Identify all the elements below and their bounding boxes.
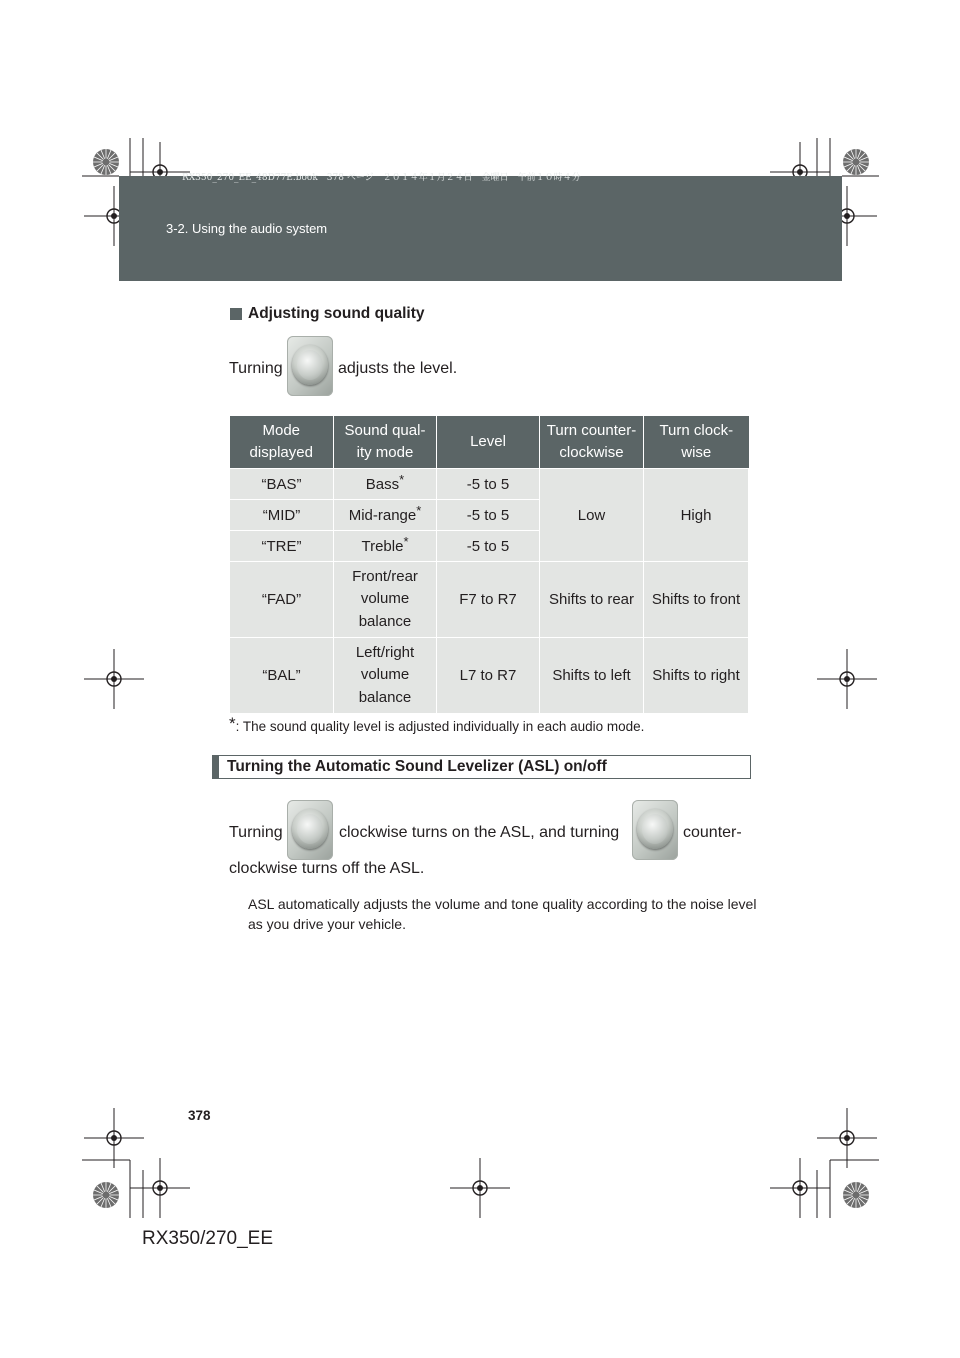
registration-star-mark bbox=[93, 149, 119, 175]
cell-level: -5 to 5 bbox=[437, 469, 540, 500]
table-row bbox=[230, 638, 749, 714]
header-mode-displayed: Mode displayed bbox=[230, 416, 334, 469]
tune-knob-icon bbox=[632, 800, 678, 860]
cell-mode: “MID” bbox=[230, 500, 334, 531]
registration-crosshair-mark bbox=[770, 1158, 830, 1218]
heading-bar bbox=[213, 756, 219, 778]
cell-quality: Front/rear volume balance bbox=[334, 562, 437, 638]
asl-heading-box bbox=[212, 755, 751, 779]
registration-crosshair-mark bbox=[130, 1158, 190, 1218]
table-footnote bbox=[229, 714, 644, 734]
page-number: 378 bbox=[188, 1108, 211, 1123]
registration-crosshair-mark bbox=[817, 649, 877, 709]
registration-crosshair-mark bbox=[84, 1108, 144, 1168]
intro-text-after: adjusts the level. bbox=[338, 360, 458, 377]
footnote-asterisk: * bbox=[229, 714, 236, 733]
tune-knob-icon bbox=[287, 336, 333, 396]
header-sound-quality-mode: Sound qual- ity mode bbox=[334, 416, 437, 469]
asl-text-turning: Turning bbox=[229, 824, 283, 841]
asl-text-counter: counter- bbox=[683, 824, 742, 841]
registration-star-mark bbox=[843, 149, 869, 175]
sound-quality-table bbox=[229, 416, 749, 714]
registration-crosshair-mark bbox=[450, 1158, 510, 1218]
print-file-info: RX350_270_EE_48D77E.book 378 ページ ２０１４年１月２４日 金曜日 午前１０時４分 bbox=[182, 173, 581, 183]
header-level: Level bbox=[437, 416, 540, 469]
cell-quality: Mid-range* bbox=[334, 500, 437, 531]
registration-crosshair-mark bbox=[84, 649, 144, 709]
asl-text-clockwise: clockwise turns on the ASL, and turning bbox=[339, 824, 620, 841]
cell-level: -5 to 5 bbox=[437, 500, 540, 531]
heading-square-icon bbox=[230, 308, 242, 320]
table-row bbox=[230, 562, 749, 638]
section-title: 3-2. Using the audio system bbox=[166, 221, 328, 236]
cell-ccw: Shifts to rear bbox=[540, 562, 644, 638]
cell-cw: Shifts to right bbox=[644, 638, 749, 714]
asl-note: ASL automatically adjusts the volume and tone quality according to the noise level as you drive your vehicle. bbox=[248, 896, 757, 932]
cell-quality: Left/right volume balance bbox=[334, 638, 437, 714]
tune-knob-icon bbox=[287, 800, 333, 860]
sound-quality-heading: Adjusting sound quality bbox=[248, 305, 425, 322]
cell-quality: Treble* bbox=[334, 531, 437, 562]
intro-text-before: Turning bbox=[229, 360, 283, 377]
cell-cw-high: High bbox=[644, 469, 749, 562]
registration-star-mark bbox=[93, 1182, 119, 1208]
model-code: RX350/270_EE bbox=[142, 1228, 273, 1249]
registration-star-mark bbox=[843, 1182, 869, 1208]
footnote-text: : The sound quality level is adjusted individually in each audio mode. bbox=[235, 719, 645, 734]
cell-level: L7 to R7 bbox=[437, 638, 540, 714]
header-turn-clockwise: Turn clock- wise bbox=[644, 416, 749, 469]
asl-heading: Turning the Automatic Sound Levelizer (ASL) on/off bbox=[227, 758, 607, 775]
asl-text-line2: clockwise turns off the ASL. bbox=[229, 860, 425, 877]
cell-cw: Shifts to front bbox=[644, 562, 749, 638]
header-turn-counterclockwise: Turn counter- clockwise bbox=[540, 416, 644, 469]
cell-level: -5 to 5 bbox=[437, 531, 540, 562]
cell-quality: Bass* bbox=[334, 469, 437, 500]
cell-mode: “FAD” bbox=[230, 562, 334, 638]
cell-mode: “BAL” bbox=[230, 638, 334, 714]
table-header-row bbox=[230, 416, 749, 469]
cell-mode: “BAS” bbox=[230, 469, 334, 500]
cell-mode: “TRE” bbox=[230, 531, 334, 562]
cell-ccw: Shifts to left bbox=[540, 638, 644, 714]
registration-crosshair-mark bbox=[817, 1108, 877, 1168]
table-row bbox=[230, 469, 749, 500]
cell-level: F7 to R7 bbox=[437, 562, 540, 638]
cell-ccw-low: Low bbox=[540, 469, 644, 562]
